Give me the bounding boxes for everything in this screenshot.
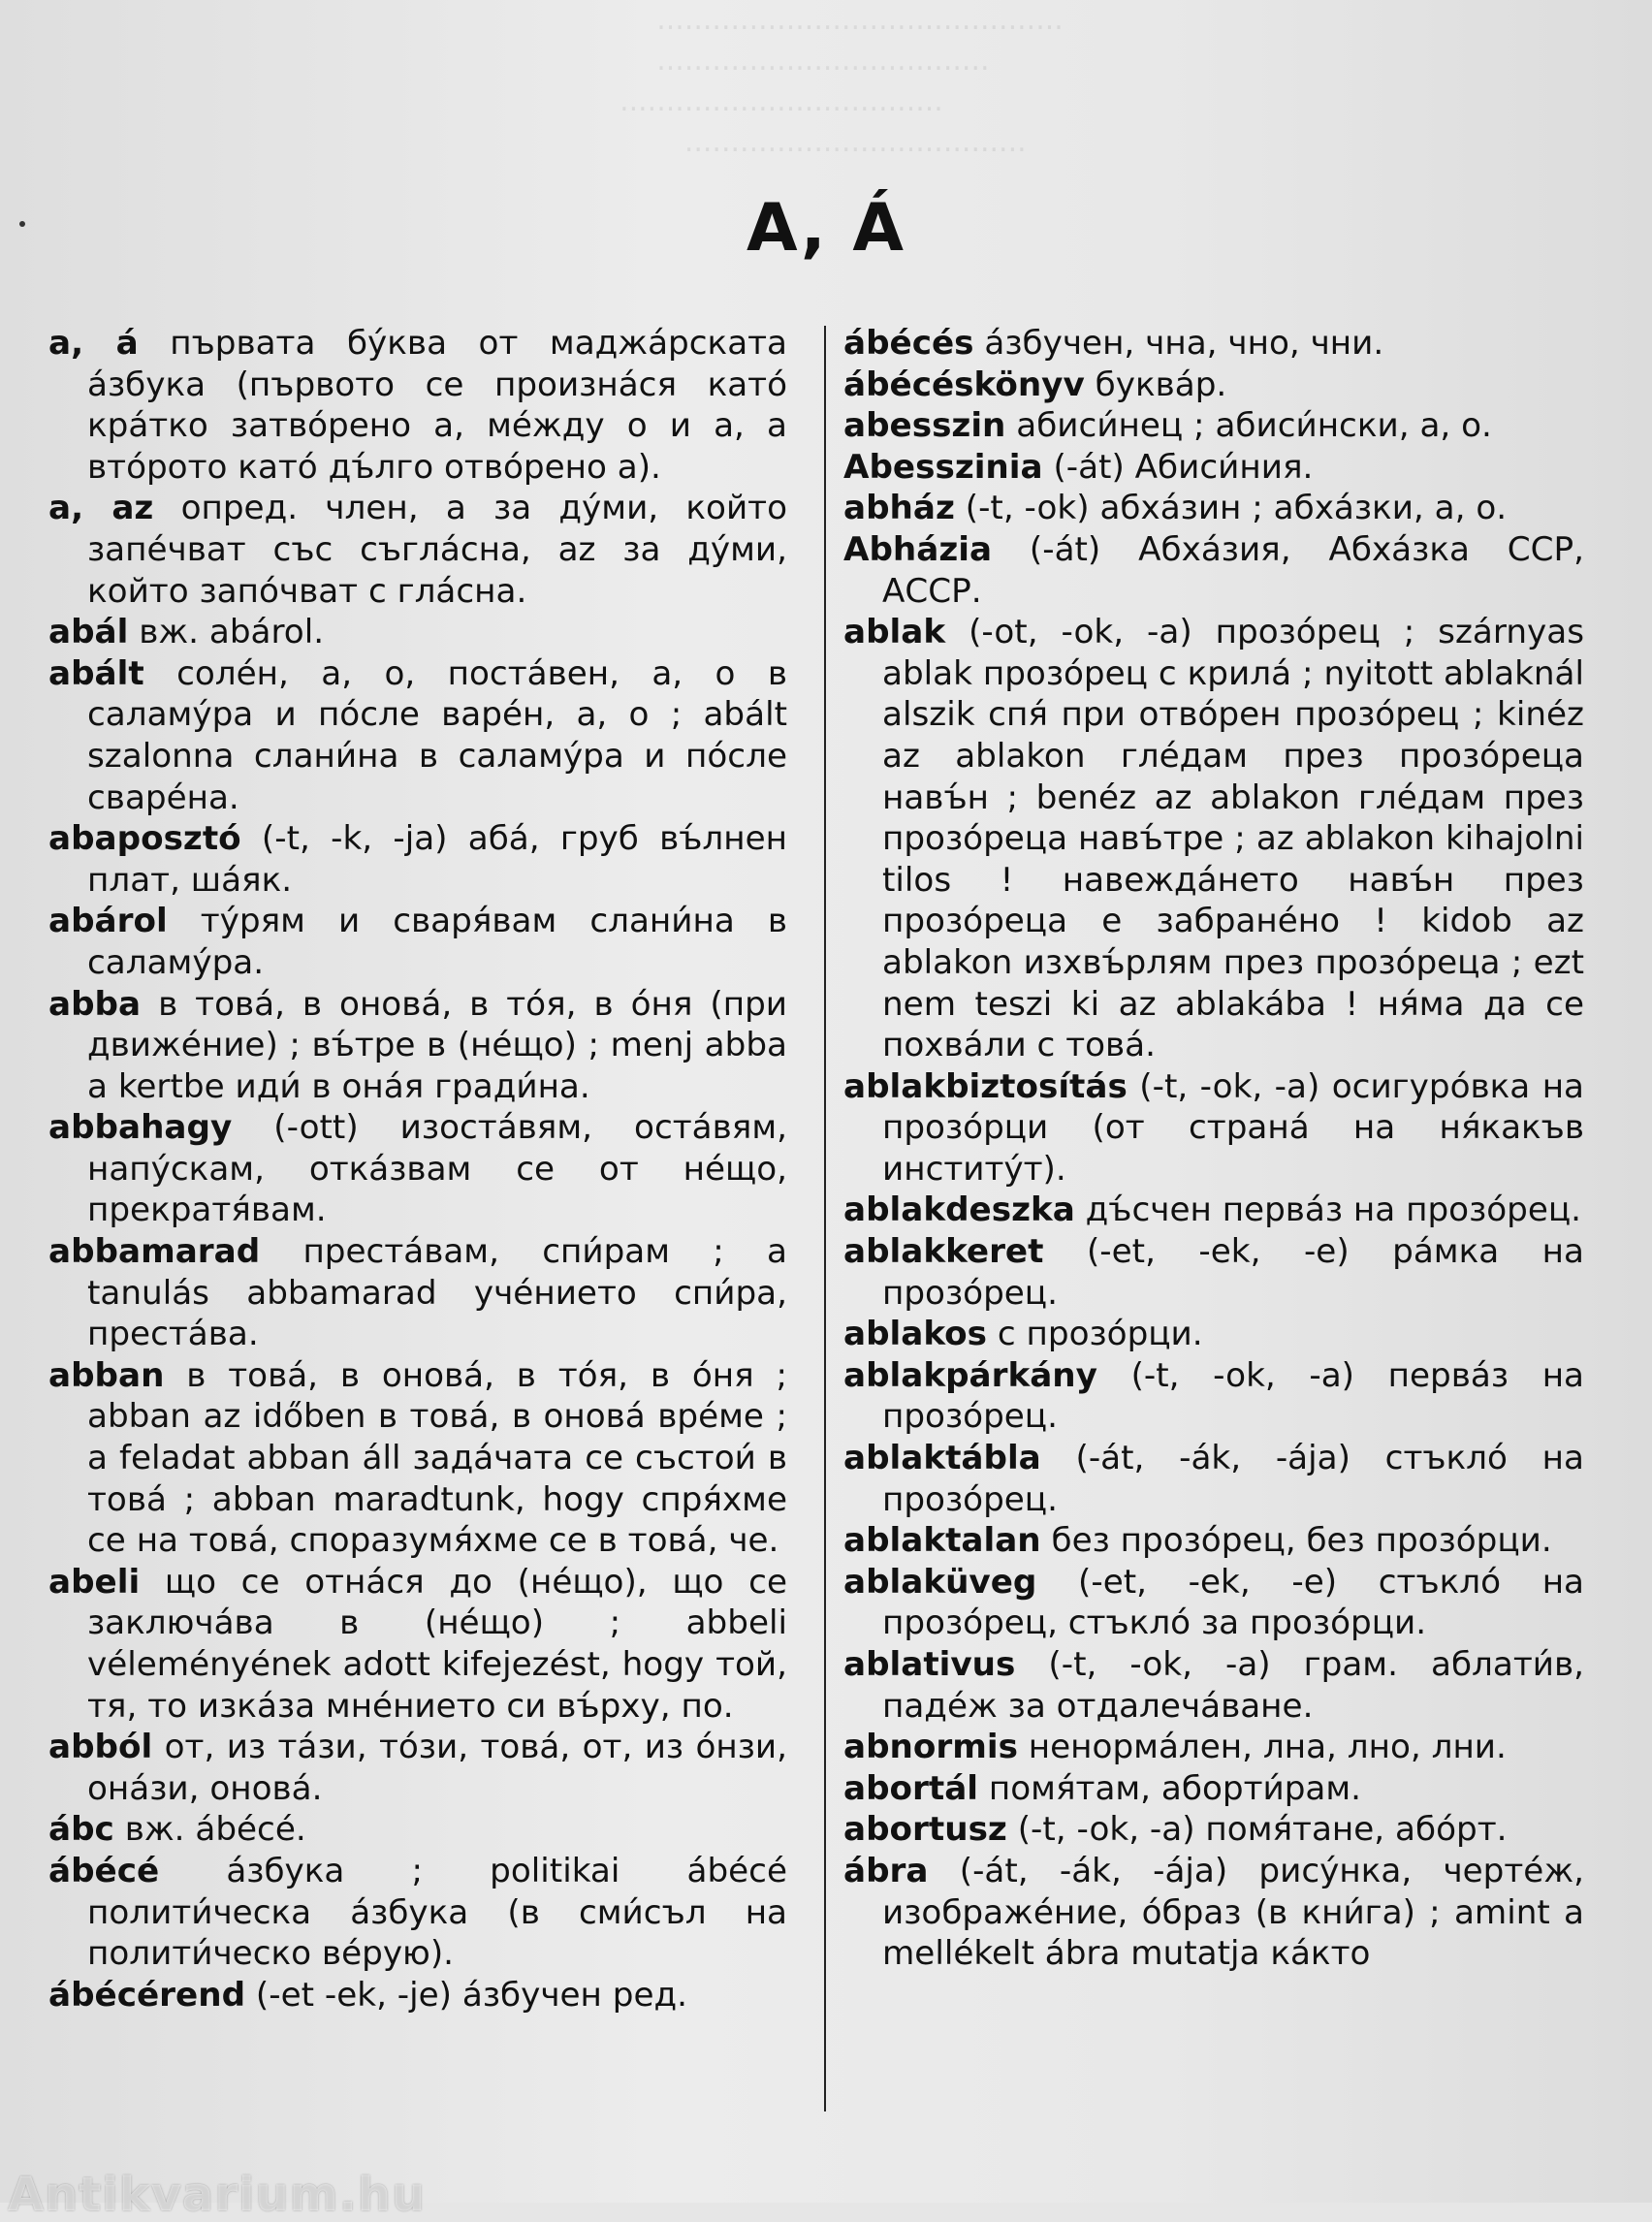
dictionary-entry xyxy=(843,1438,1584,1520)
headword: abortusz xyxy=(843,1810,1007,1850)
headword: ábra xyxy=(843,1851,929,1890)
definition: (-ot, -ok, -a) прозо́рец ; szárnyas ablak прозо́рец с крила́ ; nyitott ablaknál alszik спя́ при отво́рен прозо́рец ; kinéz az ablakon гле́дам през прозо́реца навъ́н ; benéz az ablakon гле́дам през прозо́реца навъ́тре ; az ablakon kihajolni tilos ! навежда́нето навъ́н през прозо́реца е забране́но ! kidob az ablakon изхвъ́рлям през прозо́реца ; ezt nem teszi ki az ablakába ! ня́ма да се похва́ли с това́. xyxy=(882,613,1585,1065)
headword: ablakbiztosítás xyxy=(843,1066,1128,1106)
definition: (-t, -ok) абха́зин ; абха́зки, а, о. xyxy=(965,489,1508,528)
dictionary-entry xyxy=(48,1851,787,1975)
dictionary-entry xyxy=(843,488,1584,529)
definition: (-át, -ák, -ája) рису́нка, черте́ж, изображе́ние, о́браз (в кни́га) ; amint a mellékelt ábra mutatja ка́кто xyxy=(882,1851,1585,1974)
dictionary-entry xyxy=(843,529,1584,612)
definition: що се отна́ся до (не́що), що се заключа́ва в (не́що) ; abbeli véleményének adott kifejezést, hogy той, тя, то изка́за мне́нието си въ́рху, по. xyxy=(87,1562,787,1726)
definition: от, из та́зи, то́зи, това́, от, из о́нзи, она́зи, онова́. xyxy=(87,1728,787,1808)
dictionary-entry xyxy=(843,323,1584,365)
headword: a, az xyxy=(48,489,154,528)
dictionary-entry xyxy=(843,447,1584,489)
headword: ablaküveg xyxy=(843,1562,1037,1602)
dictionary-entry xyxy=(48,901,787,983)
definition: без прозо́рец, без прозо́рци. xyxy=(1051,1521,1552,1561)
dictionary-entry xyxy=(843,1809,1584,1851)
headword: abesszin xyxy=(843,406,1006,446)
dictionary-entry xyxy=(843,1355,1584,1438)
definition: а́збука ; politikai ábécé полити́ческа а́збука (в сми́съл на полити́ческо ве́рую). xyxy=(87,1851,788,1974)
headword: abból xyxy=(48,1728,153,1767)
definition: ненорма́лен, лна, лно, лни. xyxy=(1028,1728,1507,1767)
definition: дъ́счен перва́з на прозо́рец. xyxy=(1085,1190,1582,1230)
headword: ablaktábla xyxy=(843,1439,1041,1478)
dictionary-entry xyxy=(48,1355,787,1562)
dictionary-entry xyxy=(843,1190,1584,1231)
headword: abbahagy xyxy=(48,1108,233,1148)
dictionary-entry xyxy=(48,488,787,612)
definition: (-át) Абиси́ния. xyxy=(1053,447,1314,487)
left-column xyxy=(48,323,787,2016)
dictionary-entry xyxy=(48,1562,787,1727)
headword: ablativus xyxy=(843,1645,1016,1684)
letter-heading: A, Á xyxy=(746,190,906,267)
dictionary-entry xyxy=(48,323,787,488)
definition: вж. ábécé. xyxy=(124,1810,306,1850)
right-column xyxy=(843,323,1584,1975)
definition: опред. член, a за ду́ми, който запе́чват със съгла́сна, az за ду́ми, който запо́чват с гла́сна. xyxy=(87,489,788,611)
headword: abba xyxy=(48,984,142,1024)
definition: ту́рям и сваря́вам слани́на в саламу́ра. xyxy=(87,902,787,982)
headword: ablak xyxy=(843,613,946,652)
definition: соле́н, а, о, поста́вен, а, о в саламу́ра и по́сле варе́н, а, о ; abált szalonna слани́на в саламу́ра и по́сле сваре́на. xyxy=(87,653,787,817)
definition: (-t, -k, -ja) аба́, груб въ́лнен плат, ша́як. xyxy=(87,819,787,900)
headword: Abesszinia xyxy=(843,447,1043,487)
headword: ábécéskönyv xyxy=(843,365,1085,404)
dictionary-entry xyxy=(843,1562,1584,1644)
definition: (-át) Абха́зия, Абха́зка ССР, АССР. xyxy=(882,529,1585,611)
definition: първата бу́ква от маджа́рската а́збука (първото се произна́ся като́ кра́тко затво́рено a, ме́жду о и а, а вто́рото като́ дъ́лго отво́рено а). xyxy=(87,324,788,487)
dictionary-entry xyxy=(843,612,1584,1066)
definition: (-et -ek, -je) а́збучен ред. xyxy=(255,1975,688,2015)
definition: буква́р. xyxy=(1095,365,1227,404)
definition: (-t, -ok, -a) помя́тане, або́рт. xyxy=(1017,1810,1508,1850)
headword: abaposztó xyxy=(48,819,241,859)
dictionary-entry xyxy=(48,1107,787,1231)
definition: (-et, -ek, -e) стъкло́ на прозо́рец, стъкло́ за прозо́рци. xyxy=(882,1562,1584,1643)
headword: a, á xyxy=(48,324,139,363)
dictionary-entry xyxy=(843,1066,1584,1190)
dictionary-entry xyxy=(48,1231,787,1355)
dictionary-entry xyxy=(843,365,1584,406)
headword: abált xyxy=(48,653,144,693)
definition: в това́, в онова́, в то́я, в о́ня (при движе́ние) ; въ́тре в (не́що) ; menj abba a kertbe иди́ в она́я гради́на. xyxy=(87,984,787,1106)
dictionary-entry xyxy=(48,818,787,901)
headword: ablakos xyxy=(843,1315,987,1354)
definition: вж. abárol. xyxy=(139,613,325,652)
dictionary-entry xyxy=(843,1231,1584,1314)
definition: в това́, в онова́, в то́я, в о́ня ; abban az időben в това́, в онова́ вре́ме ; a feladat abban áll зада́чата се състои́ в това́ ; abban maradtunk, hogy спря́хме се на това́, споразумя́хме се в това́, че. xyxy=(87,1355,787,1561)
column-divider xyxy=(824,326,826,2111)
definition: (-ott) изоста́вям, оста́вям, напу́скам, отка́звам се от не́що, прекратя́вам. xyxy=(87,1108,787,1230)
bleed-through-text: ............................................ .................................... ................................... ..................................... xyxy=(620,3,1064,159)
dictionary-entry xyxy=(843,1314,1584,1355)
dictionary-entry xyxy=(48,612,787,653)
dictionary-entry xyxy=(843,1644,1584,1727)
definition: (-et, -ek, -e) ра́мка на прозо́рец. xyxy=(882,1232,1584,1313)
definition: (-t, -ok, -a) грам. аблати́в, паде́ж за отдалеча́ване. xyxy=(882,1645,1584,1726)
dictionary-entry xyxy=(843,1727,1584,1768)
headword: ábécé xyxy=(48,1851,160,1890)
headword: ablaktalan xyxy=(843,1521,1041,1561)
definition: преста́вам, спи́рам ; a tanulás abbamarad уче́нието спи́ра, преста́ва. xyxy=(87,1232,787,1354)
dictionary-entry xyxy=(843,1851,1584,1975)
dictionary-entry xyxy=(48,1809,787,1851)
headword: ablakdeszka xyxy=(843,1190,1075,1230)
headword: ábécérend xyxy=(48,1975,246,2015)
dictionary-entry xyxy=(48,984,787,1108)
dictionary-entry xyxy=(843,1520,1584,1562)
headword: abál xyxy=(48,613,129,652)
headword: ablakkeret xyxy=(843,1232,1044,1272)
definition: а́збучен, чна, чно, чни. xyxy=(984,324,1384,363)
definition: (-át, -ák, -ája) стъкло́ на прозо́рец. xyxy=(882,1439,1584,1519)
headword: abárol xyxy=(48,902,168,941)
watermark: Antikvarium.hu xyxy=(8,2168,427,2222)
headword: abortál xyxy=(843,1768,979,1808)
headword: ábécés xyxy=(843,324,974,363)
headword: abban xyxy=(48,1355,165,1395)
definition: с прозо́рци. xyxy=(997,1315,1203,1354)
definition: абиси́нец ; абиси́нски, а, о. xyxy=(1016,406,1492,446)
definition: помя́там, аборти́рам. xyxy=(988,1768,1362,1808)
headword: abeli xyxy=(48,1562,141,1602)
dictionary-entry xyxy=(48,1975,787,2016)
headword: abház xyxy=(843,489,955,528)
headword: ablakpárkány xyxy=(843,1355,1097,1395)
definition: (-t, -ok, -a) осигуро́вка на прозо́рци (от страна́ на ня́какъв институ́т). xyxy=(882,1066,1584,1189)
dictionary-entry xyxy=(48,1727,787,1809)
definition: (-t, -ok, -a) перва́з на прозо́рец. xyxy=(882,1355,1584,1437)
dictionary-entry xyxy=(48,653,787,818)
headword: abnormis xyxy=(843,1728,1018,1767)
headword: abbamarad xyxy=(48,1232,261,1272)
dictionary-entry xyxy=(843,1768,1584,1810)
headword: ábc xyxy=(48,1810,114,1850)
dictionary-entry xyxy=(843,405,1584,447)
headword: Abházia xyxy=(843,529,993,569)
